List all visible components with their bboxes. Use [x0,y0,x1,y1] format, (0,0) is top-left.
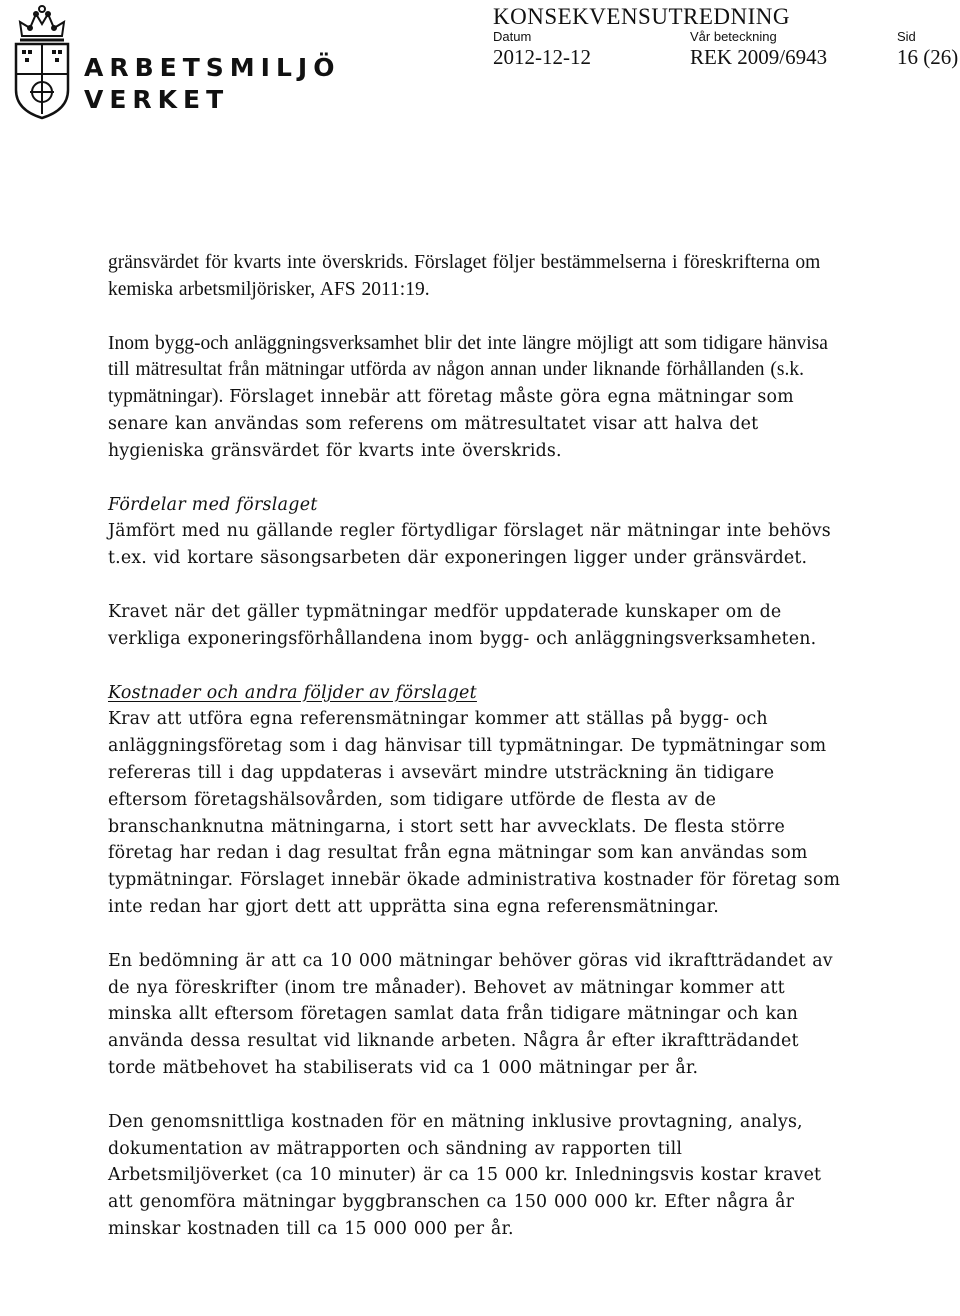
paragraph: Kravet när det gäller typmätningar medför uppdaterade kunskaper om de verkliga exponeringsförhållandena inom bygg- och anläggningsverksamheten. [108,601,817,649]
section-heading: Fördelar med förslaget [108,494,318,515]
paragraph: gränsvärdet för kvarts inte överskrids. Förslaget följer bestämmelserna i föreskrifterna om kemiska arbetsmiljörisker, AFS 2011:19. [108,252,821,300]
paragraph: Jämfört med nu gällande regler förtydligar förslaget när mätningar inte behövs t.ex. vid kortare säsongsarbeten där exponeringen ligger under gränsvärdet. [108,521,831,569]
document-body [108,250,848,1243]
reference-value: REK 2009/6943 [690,45,828,69]
page-number: 16 (26) [897,45,959,69]
agency-wordmark [84,52,340,116]
paragraph [108,331,848,465]
section-heading: Kostnader och andra följder av förslaget [108,682,477,703]
document-type: KONSEKVENSUTREDNING [493,4,790,29]
date-label: Datum [493,29,532,44]
paragraph: Krav att utföra egna referensmätningar kommer att ställas på bygg- och anläggningsföretag som i dag hänvisar till typmätningar. De typmätningar som refereras till i dag uppdateras i avsevärt mindre utsträckning än tidigare eftersom företagshälsovården, som tidigare utförde de flesta av de branschanknutna mätningarna, i stort sett har avvecklats. De flesta större företag har redan i dag resultat från egna mätningar som kan användas som typmätningar. Förslaget innebär ökade administrativa kostnader för företag som inte redan har gjort dett att upprätta sina egna referensmätningar. [108,709,841,917]
page-label: Sid [897,29,916,44]
coat-of-arms-logo [6,2,78,122]
paragraph-part: Inom bygg-och anläggningsverksamhet blir det inte längre möjligt att som tidigare hänvisa till mätresultat från mätningar utförda av någon annan under liknande förhållanden (s.k. typmätningar). [108,332,828,408]
date-value: 2012-12-12 [493,45,591,69]
paragraph: Den genomsnittliga kostnaden för en mätning inklusive provtagning, analys, dokumentation av mätrapporten och sändning av rapporten till Arbetsmiljöverket (ca 10 minuter) är ca 15 000 kr. Inledningsvis kostar kravet att genomföra mätningar byggbranschen ca 150 000 000 kr. Efter några år minskar kostnaden till ca 15 000 000 per år. [108,1111,822,1239]
paragraph: En bedömning är att ca 10 000 mätningar behöver göras vid ikraftträdandet av de nya föreskrifter (inom tre månader). Behovet av mätningar kommer att minska allt eftersom företagen samlat data från tidigare mätningar och kan använda dessa resultat vid liknande arbeten. Några år efter ikraftträdandet torde mätbehovet ha stabiliserats vid ca 1 000 mätningar per år. [108,950,833,1078]
paragraph-part: Förslaget innebär att företag måste göra egna mätningar som senare kan användas som referens om mätresultatet visar att halva det hygieniska gränsvärdet för kvarts inte överskrids. [108,387,794,461]
wordmark-line-2: VERKET [84,85,230,114]
wordmark-line-1: ARBETSMILJÖ [84,53,341,82]
reference-label: Vår beteckning [690,29,777,44]
